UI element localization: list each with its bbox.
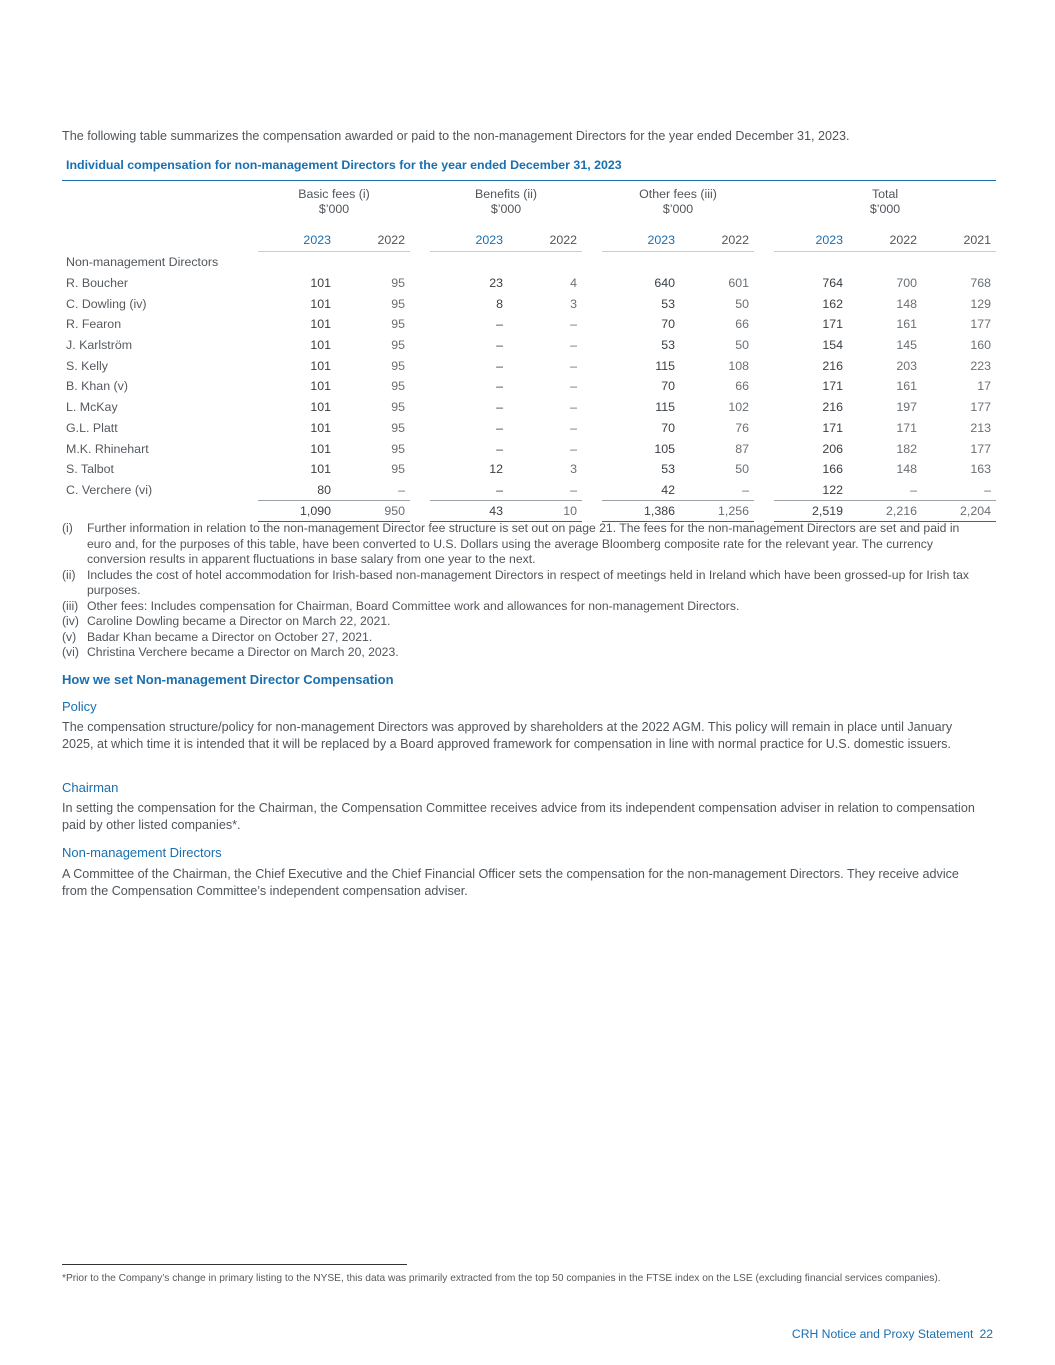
value-cell: 3: [570, 462, 578, 477]
nonmgmt-text: A Committee of the Chairman, the Chief Executive and the Chief Financial Officer sets the compensation for the non-management Directors. They receive advice from the Compensation Committee’s independent compensation adviser.: [62, 867, 959, 898]
director-name: S. Talbot: [66, 462, 114, 477]
table-row: [62, 459, 996, 480]
value-cell: 101: [310, 276, 331, 291]
value-cell: 43: [430, 501, 508, 522]
value-cell: 95: [391, 441, 406, 456]
director-name: [62, 501, 258, 522]
value-cell: 101: [310, 400, 331, 415]
value-cell: 95: [391, 338, 406, 353]
value-cell: 95: [391, 400, 406, 415]
totals-row: [62, 501, 996, 522]
director-name: C. Dowling (iv): [66, 296, 147, 311]
page-number: 22: [979, 1327, 993, 1341]
value-cell: 145: [896, 338, 918, 353]
value-cell: 70: [661, 317, 676, 332]
table-row: [62, 376, 996, 397]
value-cell: 66: [735, 317, 750, 332]
value-cell: 50: [735, 462, 750, 477]
year-header: 2023: [602, 229, 680, 252]
value-cell: 42: [661, 482, 676, 497]
director-name: B. Khan (v): [66, 379, 128, 394]
group-header-row: [62, 181, 996, 230]
note-marker: (i): [62, 521, 73, 535]
value-cell: –: [496, 338, 504, 353]
chairman-text: In setting the compensation for the Chairman, the Compensation Committee receives advice from its independent compensation adviser in relation to compensation paid by other listed companies*.: [62, 801, 975, 832]
group-basic-fees: Basic fees (i) $’000: [258, 181, 410, 230]
value-cell: –: [570, 338, 578, 353]
value-cell: 12: [489, 462, 504, 477]
value-cell: 95: [391, 379, 406, 394]
value-cell: 166: [822, 462, 844, 477]
value-cell: 177: [970, 400, 992, 415]
value-cell: 768: [970, 276, 992, 291]
value-cell: –: [570, 400, 578, 415]
table-row: [62, 438, 996, 459]
value-cell: 171: [822, 379, 844, 394]
value-cell: 161: [896, 317, 918, 332]
value-cell: 162: [822, 296, 844, 311]
director-name: S. Kelly: [66, 358, 109, 373]
compensation-table-wrapper: [62, 180, 992, 522]
value-cell: 102: [728, 400, 750, 415]
value-cell: –: [984, 482, 992, 497]
value-cell: –: [496, 358, 504, 373]
policy-heading: Policy: [62, 699, 97, 714]
nonmgmt-heading: Non-management Directors: [62, 845, 222, 860]
value-cell: 177: [970, 317, 992, 332]
chairman-heading: Chairman: [62, 780, 119, 795]
year-header: 2023: [430, 229, 508, 252]
year-header: 2023: [774, 229, 848, 252]
value-cell: 115: [655, 400, 676, 415]
value-cell: 101: [310, 296, 331, 311]
value-cell: 80: [317, 482, 331, 497]
value-cell: –: [496, 482, 504, 497]
year-header-row: [62, 229, 996, 252]
table-row: [62, 293, 996, 314]
value-cell: 177: [970, 441, 992, 456]
compensation-table: [62, 180, 996, 522]
note-text: Includes the cost of hotel accommodation for Irish-based non-management Directors in respect of meetings held in Ireland which have been grossed-up for Irish tax purposes.: [87, 567, 970, 597]
year-header: 2021: [922, 229, 996, 252]
value-cell: –: [570, 317, 578, 332]
note-item: [62, 568, 987, 599]
note-marker: (vi): [62, 645, 79, 659]
year-header: 2023: [258, 229, 336, 252]
value-cell: 101: [310, 420, 331, 435]
value-cell: 154: [822, 338, 844, 353]
value-cell: –: [570, 379, 578, 394]
value-cell: 203: [896, 358, 918, 373]
note-marker: (ii): [62, 567, 76, 582]
value-cell: 70: [661, 420, 676, 435]
value-cell: 53: [661, 296, 676, 311]
note-item: [62, 630, 987, 646]
value-cell: 182: [896, 441, 918, 456]
value-cell: 1,090: [258, 501, 336, 522]
value-cell: 1,386: [602, 501, 680, 522]
value-cell: 50: [735, 296, 750, 311]
value-cell: –: [496, 379, 504, 394]
director-name: C. Verchere (vi): [66, 483, 153, 498]
table-row: [62, 397, 996, 418]
value-cell: 101: [310, 358, 331, 373]
note-text: Caroline Dowling became a Director on March 22, 2021.: [87, 614, 391, 628]
note-item: [62, 645, 987, 661]
section-label-row: [62, 252, 996, 273]
footer-title: CRH Notice and Proxy Statement: [791, 1327, 974, 1341]
value-cell: 216: [822, 358, 844, 373]
director-name: R. Fearon: [66, 317, 122, 332]
value-cell: –: [496, 420, 504, 435]
value-cell: 161: [896, 379, 918, 394]
value-cell: 223: [970, 358, 992, 373]
group-other-fees: Other fees (iii) $’000: [602, 181, 754, 230]
note-text: Badar Khan became a Director on October 27, 2021.: [87, 629, 373, 644]
value-cell: 101: [310, 317, 331, 332]
value-cell: 10: [508, 501, 582, 522]
value-cell: 17: [977, 379, 992, 394]
value-cell: 76: [735, 420, 750, 435]
table-row: [62, 480, 996, 501]
value-cell: 101: [310, 379, 331, 394]
director-name: M.K. Rhinehart: [66, 441, 149, 456]
value-cell: 66: [735, 379, 750, 394]
table-row: [62, 314, 996, 335]
footnote-divider: [62, 1264, 407, 1265]
value-cell: 213: [970, 420, 992, 435]
value-cell: 206: [822, 441, 844, 456]
value-cell: 87: [735, 441, 750, 456]
table-row: [62, 355, 996, 376]
value-cell: 122: [822, 482, 844, 497]
director-name: J. Karlström: [66, 338, 133, 353]
table-row: [62, 335, 996, 356]
value-cell: –: [496, 400, 504, 415]
value-cell: 95: [391, 420, 406, 435]
section-heading: How we set Non-management Director Compensation: [62, 672, 394, 687]
table-notes: [62, 521, 987, 661]
section-label: Non-management Directors: [66, 255, 219, 270]
value-cell: 160: [970, 338, 992, 353]
value-cell: 53: [661, 462, 676, 477]
year-header: 2022: [848, 229, 922, 252]
group-total: Total $’000: [774, 181, 996, 230]
value-cell: 101: [310, 462, 331, 477]
value-cell: 95: [391, 462, 406, 477]
value-cell: –: [742, 482, 750, 497]
value-cell: 95: [391, 358, 406, 373]
intro-text: The following table summarizes the compensation awarded or paid to the non-management Directors for the year ended December 31, 2023.: [62, 129, 850, 143]
value-cell: 163: [970, 462, 992, 477]
note-marker: (iv): [62, 614, 79, 628]
value-cell: 2,519: [774, 501, 848, 522]
year-header: 2022: [680, 229, 754, 252]
value-cell: 700: [896, 276, 918, 291]
note-text: Christina Verchere became a Director on March 20, 2023.: [87, 645, 399, 659]
note-item: [62, 614, 987, 630]
note-marker: (v): [62, 629, 77, 644]
value-cell: 23: [489, 276, 504, 291]
value-cell: 50: [735, 338, 750, 353]
value-cell: 101: [310, 338, 331, 353]
group-benefits: Benefits (ii) $’000: [430, 181, 582, 230]
value-cell: 601: [728, 276, 750, 291]
director-name: R. Boucher: [66, 276, 128, 291]
value-cell: 764: [822, 276, 844, 291]
table-title: Individual compensation for non-management Directors for the year ended December 31, 2023: [66, 158, 622, 172]
value-cell: 171: [822, 420, 844, 435]
value-cell: 8: [496, 296, 504, 311]
value-cell: 129: [970, 296, 992, 311]
policy-text: The compensation structure/policy for non-management Directors was approved by shareholders at the 2022 AGM. This policy will remain in place until January 2025, at which time it is intended that it will be replaced by a Board approved framework for compensation in line with normal practice for U.S. domestic issuers.: [62, 720, 953, 751]
director-name: G.L. Platt: [66, 420, 118, 435]
value-cell: 197: [896, 400, 918, 415]
note-marker: (iii): [62, 598, 79, 613]
page-footer: [786, 1327, 993, 1341]
value-cell: 148: [896, 462, 918, 477]
director-name: L. McKay: [66, 400, 118, 415]
table-row: [62, 273, 996, 294]
value-cell: –: [570, 420, 578, 435]
value-cell: 216: [822, 400, 844, 415]
value-cell: –: [910, 482, 918, 497]
value-cell: 95: [391, 276, 406, 291]
value-cell: 640: [654, 276, 676, 291]
value-cell: 101: [310, 441, 331, 456]
value-cell: –: [496, 317, 504, 332]
value-cell: –: [398, 482, 406, 497]
value-cell: 105: [654, 441, 676, 456]
value-cell: 950: [336, 501, 410, 522]
year-header: 2022: [508, 229, 582, 252]
value-cell: 70: [661, 379, 676, 394]
value-cell: 171: [822, 317, 844, 332]
value-cell: 3: [570, 296, 578, 311]
value-cell: –: [496, 441, 504, 456]
value-cell: 171: [896, 420, 918, 435]
value-cell: 95: [391, 317, 406, 332]
value-cell: 2,204: [922, 501, 996, 522]
note-text: Other fees: Includes compensation for Chairman, Board Committee work and allowances for non-management Directors.: [87, 598, 740, 613]
value-cell: 115: [655, 358, 676, 373]
value-cell: 108: [728, 358, 750, 373]
value-cell: –: [570, 358, 578, 373]
value-cell: 95: [391, 296, 406, 311]
note-text: Further information in relation to the non-management Director fee structure is set out on page 21. The fees for the non-management Directors are set and paid in euro and, for the purposes of this table, have been converted to U.S. Dollars using the average Bloomberg composite rate for the relevant year. The currency conversion results in apparent fluctuations in base salary from one year to the next.: [87, 521, 960, 566]
footnote: *Prior to the Company’s change in primary listing to the NYSE, this data was primarily extracted from the top 50 companies in the FTSE index on the LSE (excluding financial services companies).: [62, 1273, 941, 1284]
value-cell: 148: [896, 296, 918, 311]
value-cell: 53: [661, 338, 676, 353]
table-row: [62, 418, 996, 439]
value-cell: 1,256: [680, 501, 754, 522]
value-cell: –: [570, 441, 578, 456]
year-header: 2022: [336, 229, 410, 252]
value-cell: 2,216: [848, 501, 922, 522]
value-cell: –: [570, 482, 578, 497]
note-item: [62, 599, 987, 615]
note-item: [62, 521, 987, 568]
value-cell: 4: [570, 276, 578, 291]
